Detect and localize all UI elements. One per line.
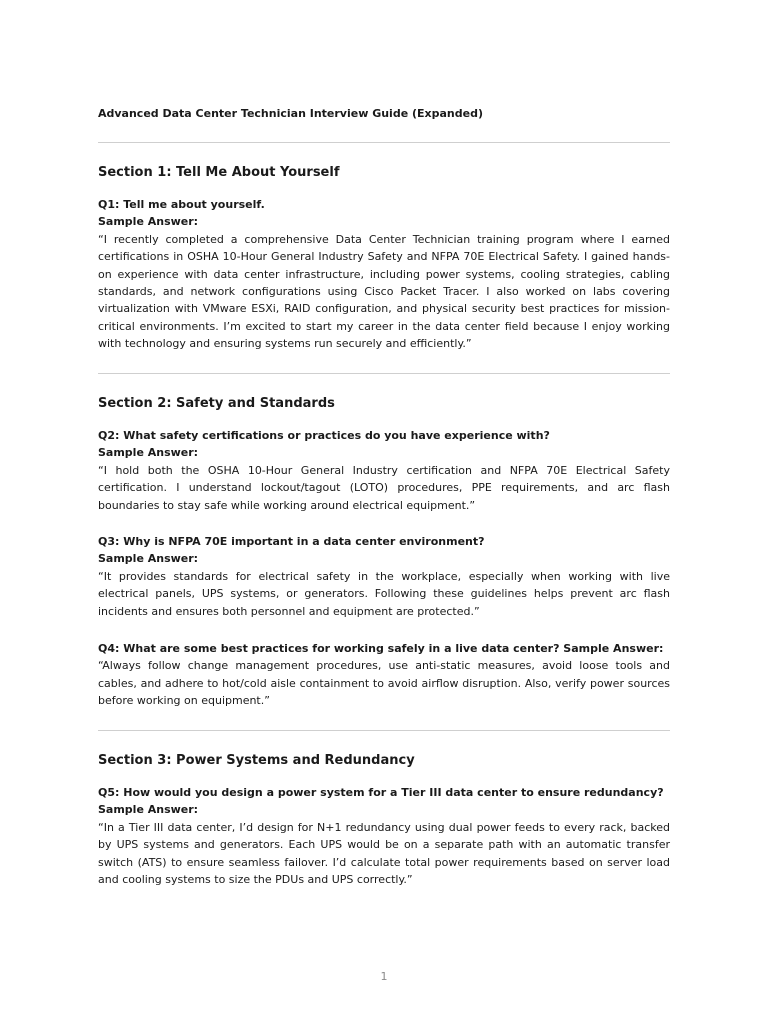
divider [98,730,670,731]
answer-label: Sample Answer: [98,803,199,817]
answer-text: “I hold both the OSHA 10-Hour General Industry certification and NFPA 70E Electrical Safety certification. I understand lockout/tagout (LOTO) procedures, PPE requirements, and arc flash boundaries to stay safe while working around electrical equipment.” [98,463,670,512]
question-text: Q2: What safety certifications or practices do you have experience with? [98,429,550,442]
qa-block-q3 [98,533,670,620]
divider [98,142,670,143]
answer-text: “Always follow change management procedures, use anti-static measures, avoid loose tools and cables, and adhere to hot/cold aisle containment to avoid airflow disruption. Also, verify power sources before working on equipment.” [98,659,670,708]
answer-label: Sample Answer: [98,446,199,460]
qa-block-q5 [98,784,670,888]
answer-text: “I recently completed a comprehensive Data Center Technician training program where I earned certifications in OSHA 10-Hour General Industry Safety and NFPA 70E Electrical Safety. I gained hands-on experience with data center infrastructure, including power systems, cooling strategies, cabling standards, and network configurations using Cisco Packet Tracer. I also worked on labs covering virtualization with VMware ESXi, RAID configuration, and physical security best practices for mission-critical environments. I’m excited to start my career in the data center field because I enjoy working with technology and ensuring systems run securely and efficiently.” [98,232,670,351]
document-page [98,0,670,1024]
question-text: Q5: How would you design a power system for a Tier III data center to ensure redundancy? [98,786,664,799]
section-heading: Section 2: Safety and Standards [98,396,335,411]
answer-text: “It provides standards for electrical safety in the workplace, especially when working with live electrical panels, UPS systems, or generators. Following these guidelines helps prevent arc flash incidents and ensures both personnel and equipment are protected.” [98,569,670,618]
answer-label: Sample Answer: [98,552,199,566]
answer-label: Sample Answer: [98,215,199,229]
question-text: Q4: What are some best practices for working safely in a live data center? Sample Answer: [98,642,664,655]
question-text: Q1: Tell me about yourself. [98,198,265,211]
answer-text: “In a Tier III data center, I’d design for N+1 redundancy using dual power feeds to every rack, backed by UPS systems and generators. Each UPS would be on a separate path with an automatic transfer switch (ATS) to ensure seamless failover. I’d calculate total power requirements based on server load and cooling systems to size the PDUs and UPS correctly.” [98,820,670,887]
qa-block-q2 [98,427,670,514]
qa-block-q4 [98,640,670,710]
section-heading: Section 3: Power Systems and Redundancy [98,753,415,768]
question-text: Q3: Why is NFPA 70E important in a data center environment? [98,535,485,548]
qa-block-q1 [98,196,670,353]
section-heading: Section 1: Tell Me About Yourself [98,165,340,180]
page-number: 1 [380,970,388,983]
document-title: Advanced Data Center Technician Interview Guide (Expanded) [98,107,483,120]
divider [98,373,670,374]
